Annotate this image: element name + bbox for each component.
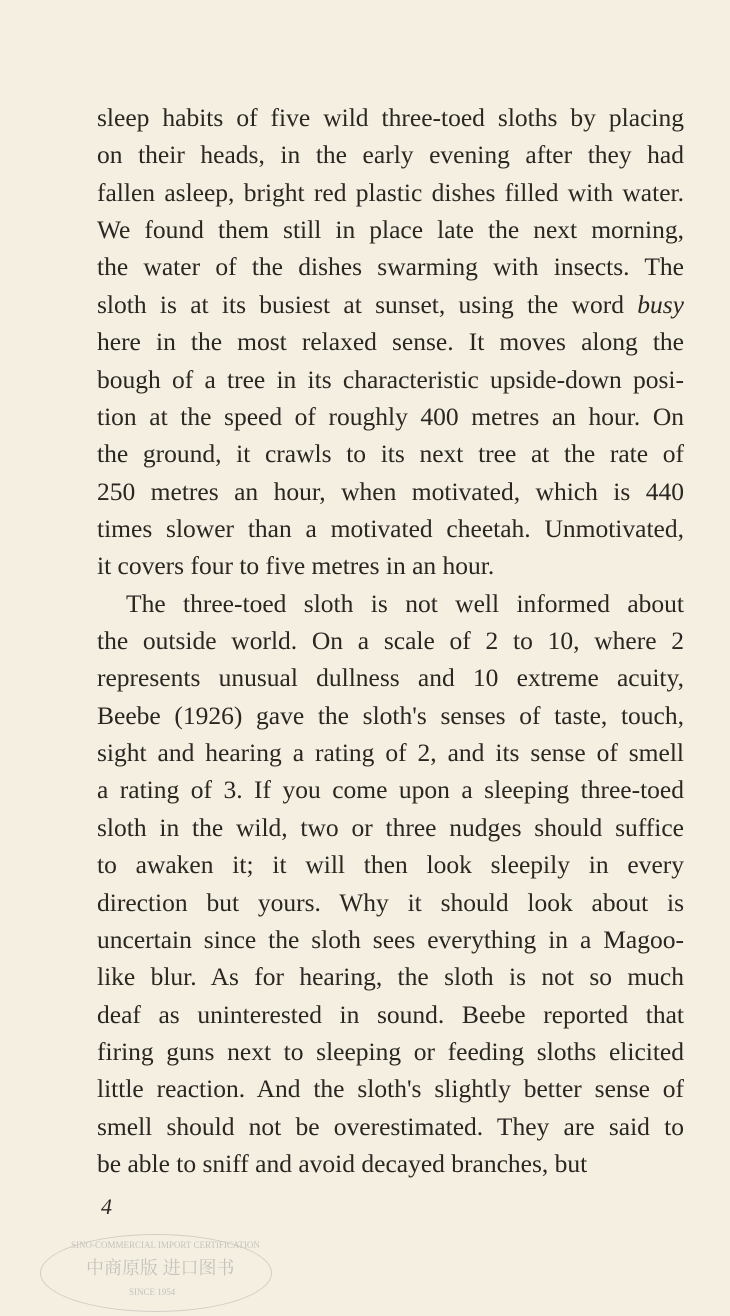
text-line: [97, 323, 684, 360]
text-line: [97, 1033, 684, 1070]
line-text: tion at the speed of roughly 400 metres an hour. On: [97, 401, 684, 431]
line-text: deaf as uninterested in sound. Beebe reported that: [97, 999, 684, 1029]
text-line: [97, 248, 684, 285]
line-text: sloth in the wild, two or three nudges should suffice: [97, 812, 684, 842]
line-text: smell should not be overestimated. They are said to: [97, 1111, 684, 1141]
text-line: [97, 1145, 684, 1182]
text-line: [97, 510, 684, 547]
line-text: The three-toed sloth is not well informed about: [126, 588, 684, 618]
line-text: be able to sniff and avoid decayed branches, but: [97, 1149, 588, 1179]
line-text: uncertain since the sloth sees everything in a Magoo-: [97, 924, 684, 954]
text-line: [97, 435, 684, 472]
line-text: it covers four to five metres in an hour.: [97, 551, 495, 581]
line-text: on their heads, in the early evening after they had: [97, 140, 684, 170]
line-text: here in the most relaxed sense. It moves along the: [97, 327, 684, 357]
line-text: little reaction. And the sloth's slightly better sense of: [97, 1074, 684, 1104]
line-text: sloth is at its busiest at sunset, using the word: [97, 289, 638, 319]
line-text: Beebe (1926) gave the sloth's senses of taste, touch,: [97, 700, 684, 730]
import-stamp-watermark: [40, 1234, 272, 1312]
body-text: [97, 99, 684, 1182]
text-line: [97, 884, 684, 921]
text-line: [97, 697, 684, 734]
line-text: bough of a tree in its characteristic upside-down posi-: [97, 364, 684, 394]
text-line: [97, 99, 684, 136]
line-text: sight and hearing a rating of 2, and its sense of smell: [97, 738, 684, 768]
text-line: [97, 622, 684, 659]
text-line: [97, 361, 684, 398]
line-text: 250 metres an hour, when motivated, which is 440: [97, 476, 684, 506]
line-text: We found them still in place late the next morning,: [97, 215, 684, 245]
text-line: [97, 846, 684, 883]
text-line: [97, 547, 684, 584]
text-line: [97, 996, 684, 1033]
line-text: the ground, it crawls to its next tree at the rate of: [97, 439, 684, 469]
text-line: [97, 734, 684, 771]
italic-word: busy: [637, 289, 684, 319]
line-text: like blur. As for hearing, the sloth is not so much: [97, 962, 684, 992]
line-text: fallen asleep, bright red plastic dishes filled with water.: [97, 177, 684, 207]
page-number: 4: [101, 1194, 112, 1219]
text-line: [97, 174, 684, 211]
stamp-top-text: SINO-COMMERCIAL IMPORT CERTIFICATION: [71, 1240, 260, 1250]
text-line: [97, 398, 684, 435]
text-line: [97, 1070, 684, 1107]
text-line: [97, 211, 684, 248]
text-line: [97, 1108, 684, 1145]
line-text: direction but yours. Why it should look about is: [97, 887, 684, 917]
line-text: represents unusual dullness and 10 extreme acuity,: [97, 663, 684, 693]
text-line: [97, 921, 684, 958]
text-line: [97, 585, 684, 622]
line-text: the outside world. On a scale of 2 to 10, where 2: [97, 626, 684, 656]
line-text: the water of the dishes swarming with insects. The: [97, 252, 684, 282]
line-text: times slower than a motivated cheetah. Unmotivated,: [97, 513, 684, 543]
text-line: [97, 473, 684, 510]
line-text: to awaken it; it will then look sleepily in every: [97, 850, 684, 880]
text-line: [97, 659, 684, 696]
text-line: [97, 136, 684, 173]
line-text: a rating of 3. If you come upon a sleeping three-toed: [97, 775, 684, 805]
text-line: [97, 286, 684, 323]
stamp-middle-text: 中商原版 进口图书: [86, 1258, 235, 1278]
text-line: [97, 809, 684, 846]
stamp-bottom-text: SINCE 1954: [129, 1287, 176, 1297]
text-line: [97, 771, 684, 808]
line-text: firing guns next to sleeping or feeding sloths elicited: [97, 1036, 684, 1066]
text-line: [97, 958, 684, 995]
line-text: sleep habits of five wild three-toed sloths by placing: [97, 103, 684, 132]
